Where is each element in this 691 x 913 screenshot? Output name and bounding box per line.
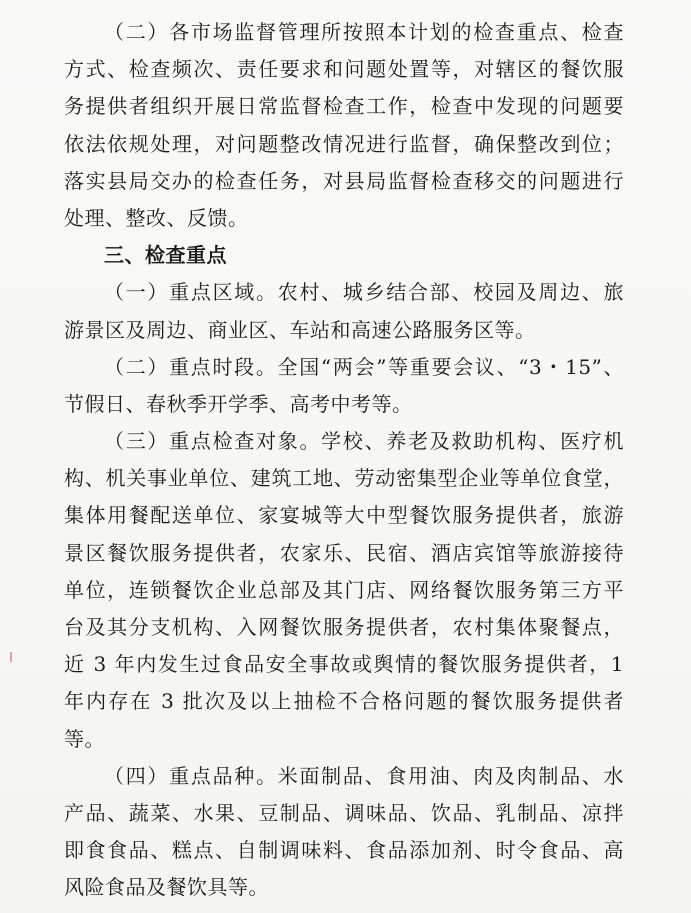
text-line: 即食食品、糕点、自制调味料、食品添加剂、时令食品、高 xyxy=(64,838,624,863)
margin-mark xyxy=(10,652,12,662)
text-line: 务提供者组织开展日常监督检查工作，检查中发现的问题要 xyxy=(64,94,624,119)
text-line: 构、机关事业单位、建筑工地、劳动密集型企业等单位食堂， xyxy=(64,466,624,491)
text-line: 单位，连锁餐饮企业总部及其门店、网络餐饮服务第三方平 xyxy=(64,577,624,602)
section-heading: 三、检查重点 xyxy=(104,243,227,268)
paragraph-key-areas xyxy=(64,274,624,348)
document-body xyxy=(64,14,624,907)
text-line: （二）各市场监督管理所按照本计划的检查重点、检查 xyxy=(104,20,624,44)
text-line: 等。 xyxy=(64,726,105,751)
text-line: 年内存在 3 批次及以上抽检不合格问题的餐饮服务提供者 xyxy=(64,689,624,714)
text-line: （二）重点时段。全国“两会”等重要会议、“3・15”、 xyxy=(104,354,624,379)
text-line: （一）重点区域。农村、城乡结合部、校园及周边、旅 xyxy=(104,280,624,305)
text-line: 景区餐饮服务提供者，农家乐、民宿、酒店宾馆等旅游接待 xyxy=(64,540,624,565)
text-line: （四）重点品种。米面制品、食用油、肉及肉制品、水 xyxy=(104,763,624,788)
text-line: （三）重点检查对象。学校、养老及救助机构、医疗机 xyxy=(104,429,624,454)
text-line: 台及其分支机构、入网餐饮服务提供者，农村集体聚餐点， xyxy=(64,615,624,639)
paragraph-key-varieties xyxy=(64,758,624,907)
paragraph-key-periods xyxy=(64,349,624,423)
text-line: 方式、检查频次、责任要求和问题处置等，对辖区的餐饮服 xyxy=(64,57,624,82)
text-line: 游景区及周边、商业区、车站和高速公路服务区等。 xyxy=(64,317,536,342)
text-line: 近 3 年内发生过食品安全事故或舆情的餐饮服务提供者，1 xyxy=(64,652,624,677)
text-line: 处理、整改、反馈。 xyxy=(64,205,249,230)
text-line: 集体用餐配送单位、家宴城等大中型餐饮服务提供者，旅游 xyxy=(64,503,624,528)
paragraph-inspection-work xyxy=(64,14,624,237)
text-line: 依法依规处理，对问题整改情况进行监督，确保整改到位； xyxy=(64,131,624,156)
text-line: 节假日、春秋季开学季、高考中考等。 xyxy=(64,391,413,416)
paragraph-key-targets xyxy=(64,423,624,758)
text-line: 产品、蔬菜、水果、豆制品、调味品、饮品、乳制品、凉拌 xyxy=(64,800,624,825)
text-line: 风险食品及餐饮具等。 xyxy=(64,875,269,900)
text-line: 落实县局交办的检查任务，对县局监督检查移交的问题进行 xyxy=(64,168,624,193)
